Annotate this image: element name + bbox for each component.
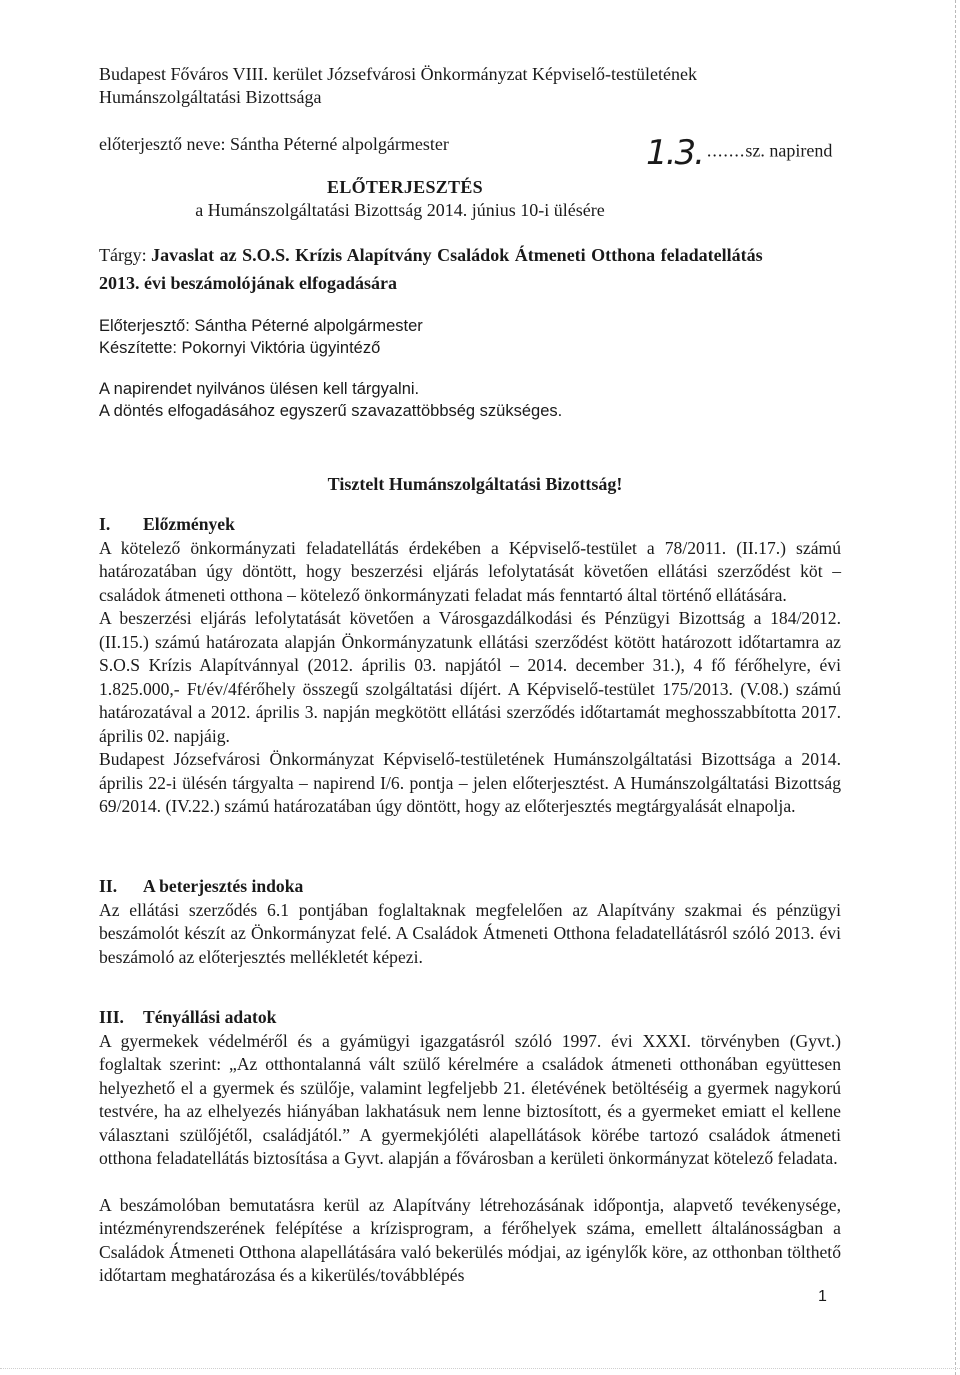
salutation: Tisztelt Humánszolgáltatási Bizottság! <box>327 474 623 494</box>
section-2-number: II. <box>99 876 118 896</box>
section-3-title: Tényállási adatok <box>143 1007 277 1027</box>
subject-block <box>99 244 844 295</box>
section-1-paragraph-1: A kötelező önkormányzati feladatellátás érdekében a Képviselő-testület a 78/2011. (II.17.) számú határozatában úgy döntött, hogy beszerzési eljárás lefolytatását követően ellátási szerződést köt – családok átmeneti otthona – kötelező önkormányzati feladat más fenntartó által történő ellátására. <box>99 537 841 605</box>
section-3 <box>99 1006 841 1288</box>
section-2-title: A beterjesztés indoka <box>143 876 304 896</box>
document-type-title: ELŐTERJESZTÉS <box>327 177 483 197</box>
section-3-paragraph-2: A beszámolóban bemutatásra kerül az Alapítvány létrehozásának időpontja, alapvető tevékenysége, intézményrendszerének felépítése a krízisprogram, a férőhelyek száma, emellett általánosságban a Családok Átmeneti Otthona alapellátására való bekerülés módjai, az igénylők köre, az otthonban tölthető időtartam meghatározása és a kikerülés/továbblépés <box>99 1194 841 1285</box>
section-1-paragraph-3: Budapest Józsefvárosi Önkormányzat Képviselő-testületének Humánszolgáltatási Bizottsága a 2014. április 22-i ülésén tárgyalta – napirend I/6. pontja – jelen előterjesztést. A Humánszolgáltatási Bizottság 69/2014. (IV.22.) számú határozatában úgy döntött, hogy az előterjesztés megtárgyalását elnapolja. <box>99 749 841 816</box>
meta-voting-block <box>99 378 562 422</box>
meta-prepared-by: Készítette: Pokornyi Viktória ügyintéző <box>99 339 381 357</box>
agenda-number-stamp: 1.3. .......sz. napirend <box>646 133 833 173</box>
section-2-heading <box>99 875 841 899</box>
meta-presenter: Előterjesztő: Sántha Péterné alpolgármester <box>99 317 423 335</box>
org-line-2: Humánszolgáltatási Bizottsága <box>99 87 322 107</box>
agenda-handwritten-number: 1.3. <box>646 133 703 173</box>
section-1 <box>99 513 841 819</box>
section-2-paragraph-1: Az ellátási szerződés 6.1 pontjában foglaltaknak megfelelően az Alapítvány szakmai és pénzügyi beszámolót készít az Önkormányzat felé. A Családok Átmeneti Otthona feladatellátásról szóló 2013. évi beszámoló az előterjesztés mellékletét képezi. <box>99 899 841 967</box>
section-1-paragraph-2: A beszerzési eljárás lefolytatását követően a Városgazdálkodási és Pénzügyi Bizottság a 184/2012. (II.15.) számú határozata alapján Önkormányzatunk ellátási szerződést kötött határozott időtartamra az S.O.S Krízis Alapítvánnyal (2012. április 03. napjától – 2014. december 31.), 4 fő férőhelyre, évi 1.825.000,- Ft/év/4férőhely összegű szolgáltatási díjért. A Képviselő-testület 175/2013. (V.08.) számú határozatával a 2012. április 3. napján megkötött ellátási szerződés időtartamát meghosszabbította 2017. április 02. napjáig. <box>99 608 841 746</box>
scan-edge-line <box>955 0 956 1375</box>
meta-public: A napirendet nyilvános ülésen kell tárgyalni. <box>99 380 420 398</box>
section-1-number: I. <box>99 514 111 534</box>
section-2 <box>99 875 841 969</box>
scan-bottom-line <box>0 1368 960 1369</box>
section-3-heading <box>99 1006 841 1030</box>
document-header <box>99 63 899 109</box>
page-number: 1 <box>818 1288 827 1305</box>
presenter-line: előterjesztő neve: Sántha Péterné alpolgármester <box>99 134 449 154</box>
meta-block <box>99 315 423 359</box>
org-line-1: Budapest Főváros VIII. kerület Józsefvárosi Önkormányzat Képviselő-testületének <box>99 64 697 84</box>
subject-text-line1: Javaslat az S.O.S. Krízis Alapítvány Családok Átmeneti Otthona feladatellátás <box>151 245 763 265</box>
meta-majority: A döntés elfogadásához egyszerű szavazattöbbség szükséges. <box>99 402 563 420</box>
subject-text-line2: 2013. évi beszámolójának elfogadására <box>99 273 397 293</box>
agenda-label: sz. napirend <box>745 140 833 161</box>
section-1-title: Előzmények <box>143 514 235 534</box>
section-1-heading <box>99 513 841 537</box>
meeting-line: a Humánszolgáltatási Bizottság 2014. június 10-i ülésére <box>195 200 605 220</box>
section-3-paragraph-1: A gyermekek védelméről és a gyámügyi igazgatásról szóló 1997. évi XXXI. törvényben (Gyvt.) foglaltak szerint: „Az otthontalanná vált szülő kérelmére a családok átmeneti otthonában együttesen helyezhető el a gyermek és szülője, valamint legfeljebb 21. életévének betöltéséig a gyermek nagykorú testvére, ha az elhelyezés hiányában lakhatásuk nem lenne biztosított, és a gyermeket emiatt el kellene választani szülőjétől, családjától.” A gyermekjóléti alapellátások körébe tartozó családok átmeneti otthona feladatellátás biztosítása a Gyvt. alapján a fővárosban a kerületi önkormányzat kötelező feladata. <box>99 1030 841 1168</box>
section-3-number: III. <box>99 1007 124 1027</box>
subject-label: Tárgy: <box>99 245 147 265</box>
